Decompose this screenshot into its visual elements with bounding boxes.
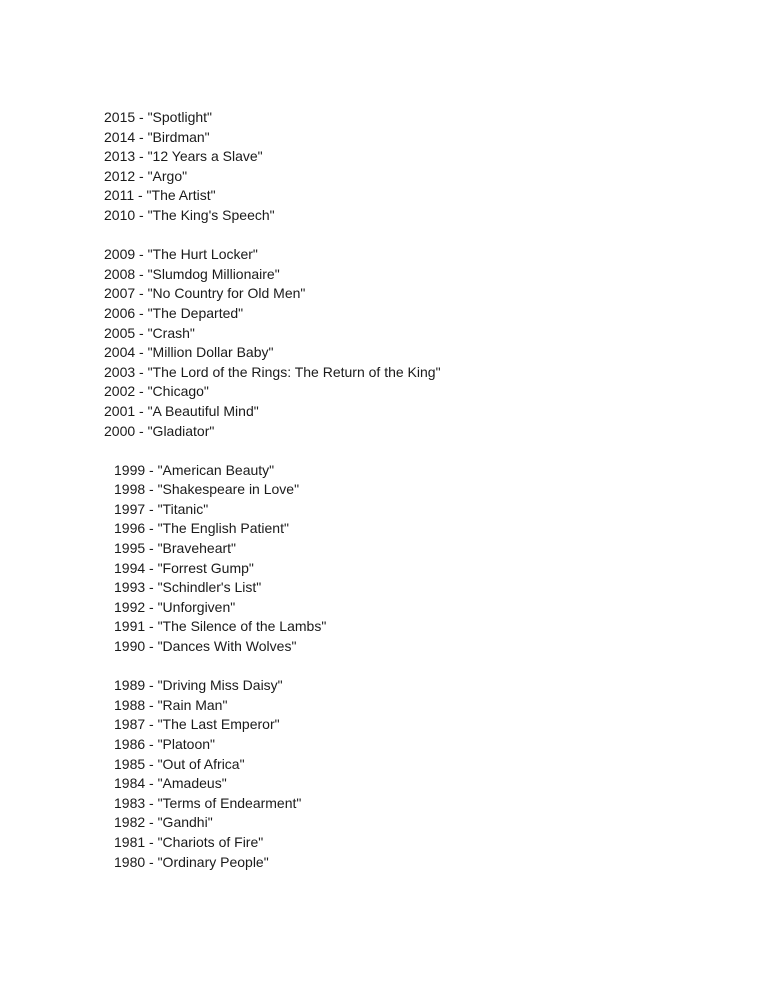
list-group-2000s [104,245,724,441]
list-item: 1983 - "Terms of Endearment" [114,794,302,811]
list-item: 1988 - "Rain Man" [114,696,228,713]
list-item: 2001 - "A Beautiful Mind" [104,402,259,419]
best-picture-list [104,108,724,892]
list-item: 1997 - "Titanic" [114,500,209,517]
list-item: 1987 - "The Last Emperor" [114,716,280,733]
list-item: 2009 - "The Hurt Locker" [104,246,258,263]
list-item: 2000 - "Gladiator" [104,422,215,439]
list-item: 2003 - "The Lord of the Rings: The Return of the King" [104,363,441,380]
list-item: 1990 - "Dances With Wolves" [114,638,297,655]
list-item: 1989 - "Driving Miss Daisy" [114,677,283,694]
list-item: 2002 - "Chicago" [104,383,209,400]
list-item: 1998 - "Shakespeare in Love" [114,481,300,498]
list-group-2010s [104,108,724,226]
list-item: 2008 - "Slumdog Millionaire" [104,265,280,282]
list-item: 1991 - "The Silence of the Lambs" [114,618,327,635]
list-item: 2012 - "Argo" [104,167,188,184]
list-item: 2011 - "The Artist" [104,187,216,204]
list-item: 1994 - "Forrest Gump" [114,559,254,576]
list-item: 1984 - "Amadeus" [114,775,227,792]
list-item: 2015 - "Spotlight" [104,109,213,125]
list-item: 1982 - "Gandhi" [114,814,213,831]
list-item: 2005 - "Crash" [104,324,195,341]
list-item: 1985 - "Out of Africa" [114,755,245,772]
list-item: 1999 - "American Beauty" [114,461,275,478]
list-item: 2013 - "12 Years a Slave" [104,148,263,165]
list-item: 1981 - "Chariots of Fire" [114,833,264,850]
list-item: 2014 - "Birdman" [104,128,210,145]
list-item: 1992 - "Unforgiven" [114,598,236,615]
list-item: 2007 - "No Country for Old Men" [104,285,306,302]
list-item: 2006 - "The Departed" [104,304,244,321]
list-item: 1993 - "Schindler's List" [114,579,262,596]
list-item: 2010 - "The King's Speech" [104,206,275,223]
list-item: 1996 - "The English Patient" [114,520,289,537]
list-item: 2004 - "Million Dollar Baby" [104,344,274,361]
list-group-1990s [104,461,724,657]
list-item: 1986 - "Platoon" [114,736,216,752]
list-item: 1980 - "Ordinary People" [114,853,269,870]
list-item: 1995 - "Braveheart" [114,540,237,557]
list-group-1980s [104,676,724,872]
